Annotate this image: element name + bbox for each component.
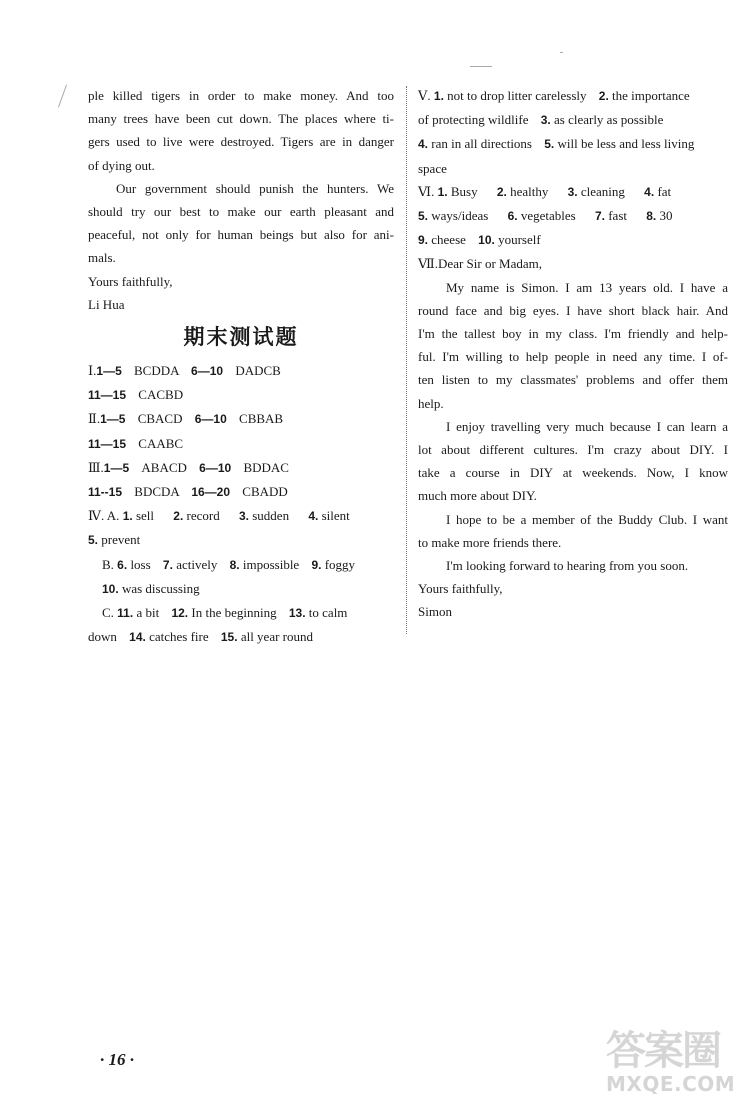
answer-text: ways/ideas [431, 208, 489, 224]
letter-signature: Simon [418, 604, 452, 620]
item-number: 4. [308, 509, 319, 524]
answer-row [418, 228, 728, 252]
letter-signature: Li Hua [88, 296, 125, 312]
answer-text: actively [176, 556, 218, 572]
range-label: 16—20 [191, 485, 231, 500]
answer-text: all year round [240, 629, 314, 645]
scan-speck [58, 85, 67, 108]
range-label: 1—5 [103, 460, 130, 475]
column-divider [406, 86, 407, 634]
answer-row [418, 157, 728, 180]
item-number: 2. [173, 509, 184, 524]
letter-line: round face and big eyes. I have short black hair. And [418, 302, 728, 318]
answer-key: BCDDA [134, 363, 179, 379]
letter-line: My name is Simon. I am 13 years old. I have a [446, 279, 728, 295]
answer-row [88, 504, 394, 528]
item-number: 8. [646, 209, 657, 224]
letter-line: I'm the tallest boy in my class. I'm friendly and help- [418, 326, 728, 342]
watermark-text: 答案圈 [606, 1028, 720, 1074]
letter-line: I'm looking forward to hearing from you soon. [446, 558, 689, 574]
answer-text: foggy [324, 556, 356, 572]
letter-line: should try our best to make our earth pleasant and [88, 204, 394, 220]
item-number: 5. [88, 533, 99, 548]
letter-line: ten listen to my classmates' problems and offer them [418, 372, 728, 388]
answer-row [88, 480, 394, 504]
letter-line: I hope to be a member of the Buddy Club. I want [446, 511, 728, 527]
answer-text: fast [608, 208, 627, 224]
item-number: 3. [238, 509, 249, 524]
range-label: 11—15 [88, 388, 127, 403]
item-number: 10. [102, 581, 119, 596]
answer-row [418, 180, 728, 204]
answer-text: catches fire [149, 629, 209, 645]
answer-text: sudden [252, 508, 290, 524]
letter-line: much more about DIY. [418, 488, 537, 504]
answer-key: CACBD [138, 387, 184, 403]
answer-key: CBBAB [239, 411, 284, 427]
letter-closing: Yours faithfully, [418, 581, 503, 597]
item-number: 7. [594, 209, 605, 224]
answer-text: as clearly as possible [553, 112, 664, 128]
answer-text: impossible [242, 556, 300, 572]
answer-row [418, 108, 728, 132]
answer-text: 30 [659, 208, 673, 224]
answer-text: down [88, 629, 117, 645]
section-numeral: Ⅴ. [418, 88, 431, 103]
answer-text: a bit [136, 605, 160, 621]
item-number: 1. [433, 89, 444, 103]
item-number: 1. [122, 509, 133, 524]
item-number: 15. [220, 630, 238, 645]
answer-text: the importance [612, 88, 690, 103]
answer-key: CBACD [137, 411, 183, 427]
scan-speck [560, 52, 563, 53]
item-number: 7. [162, 557, 173, 572]
answer-text: to calm [308, 605, 348, 621]
letter-line: lot about different cultures. I'm crazy about DIY. I [418, 442, 728, 458]
part-label: C. [102, 605, 114, 621]
answer-key: CAABC [138, 435, 184, 451]
answer-text: not to drop litter carelessly [447, 88, 587, 103]
answer-text: record [186, 508, 220, 524]
item-number: 6. [117, 557, 128, 572]
item-number: 5. [418, 209, 429, 224]
answer-row [88, 383, 394, 407]
scan-speck [470, 66, 492, 67]
part-label: A. [106, 508, 120, 524]
item-number: 9. [311, 557, 322, 572]
letter-line: gers used to live were destroyed. Tigers are in danger [88, 134, 394, 150]
item-number: 9. [418, 233, 429, 248]
section-numeral: Ⅰ. [88, 363, 97, 379]
item-number: 5. [544, 137, 555, 152]
item-number: 3. [567, 184, 578, 199]
section-heading: 期末测试题 [183, 325, 299, 350]
range-label: 1—5 [96, 364, 122, 379]
item-number: 8. [229, 557, 240, 572]
letter-line: help. [418, 395, 444, 411]
answer-row [418, 84, 728, 108]
range-label: 1—5 [100, 412, 126, 427]
right-column [418, 84, 728, 624]
letter-line: many trees have been cut down. The places where ti- [88, 111, 394, 127]
answer-row [418, 204, 728, 228]
item-number: 4. [644, 184, 655, 199]
answer-text: loss [130, 556, 151, 572]
answer-key: CBADD [242, 484, 288, 500]
answer-row [88, 359, 394, 383]
item-number: 11. [117, 606, 134, 621]
answer-row [88, 577, 394, 601]
item-number: 2. [598, 89, 609, 103]
item-number: 1. [437, 184, 448, 199]
left-column [88, 84, 394, 649]
letter-line: of dying out. [88, 157, 155, 173]
letter-line: peaceful, not only for human beings but also for ani- [88, 227, 394, 243]
letter-line: ful. I'm willing to help people in need any time. I of- [418, 349, 728, 365]
answer-text: vegetables [520, 208, 576, 224]
answer-key: DADCB [235, 363, 281, 379]
answer-row [88, 456, 394, 480]
section-numeral: Ⅶ. [418, 256, 439, 272]
answer-text: sell [135, 508, 155, 524]
section-numeral: Ⅲ. [88, 459, 104, 475]
section-numeral: Ⅳ. [88, 508, 105, 524]
range-label: 11--15 [88, 485, 123, 500]
item-number: 12. [171, 606, 189, 621]
answer-text: Busy [450, 183, 478, 199]
answer-key: BDCDA [134, 484, 180, 500]
item-number: 3. [540, 113, 551, 128]
letter-line: to make more friends there. [418, 534, 562, 550]
answer-text: healthy [510, 183, 549, 199]
letter-greeting: Dear Sir or Madam, [438, 256, 542, 272]
part-label: B. [102, 556, 114, 572]
page-number: · 16 · [100, 1050, 134, 1069]
watermark-logo [606, 1030, 748, 1106]
answer-row [88, 528, 394, 552]
answer-text: In the beginning [191, 605, 277, 621]
section-numeral: Ⅱ. [88, 411, 101, 427]
section-numeral: Ⅵ. [418, 183, 435, 199]
answer-key: ABACD [141, 459, 187, 475]
answer-text: prevent [101, 532, 141, 548]
answer-row [88, 553, 394, 577]
letter-line: ple killed tigers in order to make money. And too [88, 88, 394, 103]
letter-closing: Yours faithfully, [88, 273, 173, 289]
item-number: 13. [288, 606, 306, 621]
answer-text: of protecting wildlife [418, 112, 529, 128]
answer-text: space [418, 160, 447, 176]
answer-text: fat [657, 183, 672, 199]
answer-text: silent [321, 508, 350, 524]
range-label: 6—10 [199, 460, 232, 475]
item-number: 10. [478, 233, 495, 248]
answer-text: will be less and less living [557, 136, 695, 152]
item-number: 14. [129, 630, 146, 645]
answer-row [418, 132, 728, 156]
item-number: 2. [496, 184, 507, 199]
item-number: 6. [507, 209, 518, 224]
answer-text: yourself [498, 232, 541, 248]
letter-line: I enjoy travelling very much because I can learn a [446, 418, 728, 434]
range-label: 6—10 [191, 364, 224, 379]
answer-text: cleaning [580, 183, 625, 199]
answer-row [88, 625, 394, 649]
answer-text: ran in all directions [431, 136, 532, 152]
answer-row [418, 252, 728, 275]
range-label: 11—15 [88, 436, 127, 451]
item-number: 4. [418, 137, 429, 152]
answer-row [88, 407, 394, 431]
answer-row [88, 432, 394, 456]
letter-line: Our government should punish the hunters. We [116, 180, 394, 196]
letter-line: mals. [88, 250, 116, 266]
answer-text: cheese [431, 232, 466, 248]
letter-line: take a course in DIY at weekends. Now, I know [418, 465, 728, 481]
answer-text: was discussing [121, 580, 200, 596]
range-label: 6—10 [194, 412, 227, 427]
answer-key: BDDAC [243, 459, 289, 475]
answer-row [88, 601, 394, 625]
watermark-url: MXQE.COM [606, 1072, 736, 1096]
